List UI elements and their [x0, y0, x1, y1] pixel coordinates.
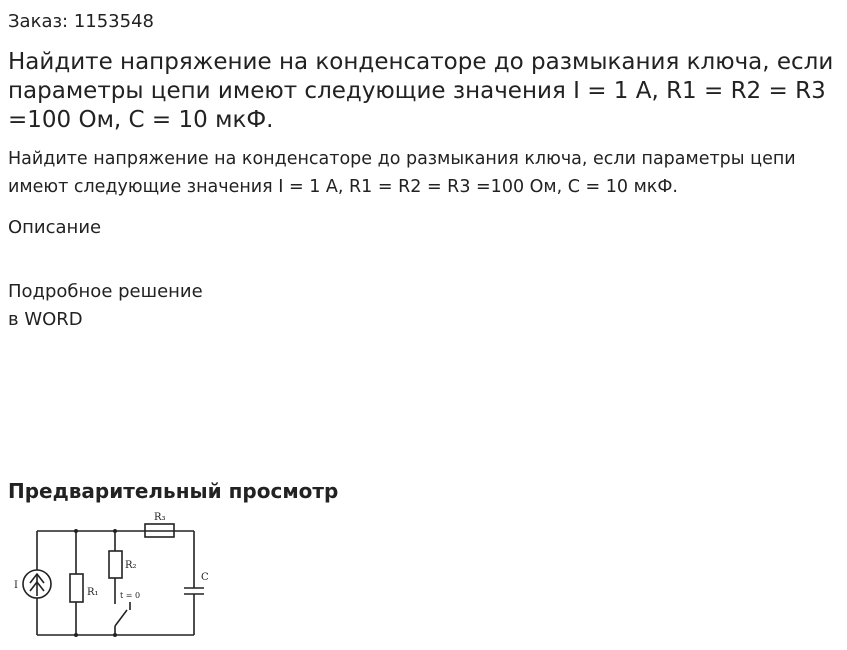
resistor-r2	[109, 551, 122, 578]
description-section-label: Описание	[8, 217, 102, 238]
label-switch: t = 0	[120, 591, 141, 600]
preview-heading: Предварительный просмотр	[8, 479, 339, 503]
solution-info	[8, 278, 203, 334]
circuit-preview-image	[8, 508, 218, 644]
switch-blade	[115, 610, 127, 626]
node-bottom-r2	[113, 633, 117, 637]
label-r2: R₂	[125, 560, 137, 571]
task-title: Найдите напряжение на конденсаторе до размыкания ключа, если параметры цепи имеют следующие значения I = 1 А, R1 = R2 = R3 =100 Ом, C = 10 мкФ.	[8, 49, 834, 133]
node-top-r1	[74, 529, 78, 533]
solution-line-format: в WORD	[8, 309, 83, 330]
task-description: Найдите напряжение на конденсаторе до размыкания ключа, если параметры цепи имеют следующие значения I = 1 А, R1 = R2 = R3 =100 Ом, C = 10 мкФ.	[8, 149, 796, 197]
resistor-r1	[70, 574, 83, 602]
order-number: Заказ: 1153548	[8, 11, 154, 32]
circuit-diagram	[8, 508, 218, 644]
node-top-r2	[113, 529, 117, 533]
solution-line-detailed: Подробное решение	[8, 281, 203, 302]
label-capacitor: C	[201, 572, 209, 583]
node-bottom-r1	[74, 633, 78, 637]
label-r1: R₁	[87, 587, 99, 598]
label-source: I	[14, 580, 18, 591]
label-r3: R₃	[154, 512, 166, 523]
